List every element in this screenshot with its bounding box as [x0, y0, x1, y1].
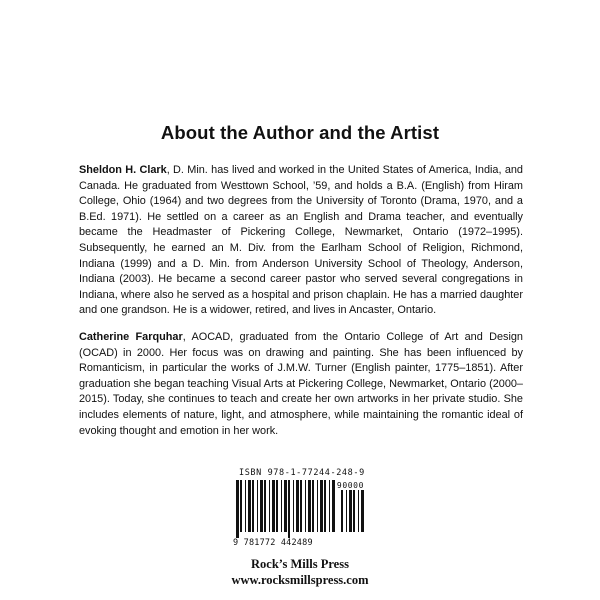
barcode-bar [236, 480, 239, 538]
barcode-bar [346, 490, 347, 532]
barcode-bar [248, 480, 251, 532]
isbn-barcode [233, 468, 368, 554]
barcode-bar [324, 480, 326, 532]
barcode-bar [332, 480, 335, 532]
barcode-bar [293, 480, 294, 532]
barcode-bar [272, 480, 275, 532]
publisher-url: www.rocksmillspress.com [231, 573, 369, 587]
barcode-bar [252, 480, 254, 532]
barcode-bar [257, 480, 258, 532]
barcode-bar [300, 480, 302, 532]
artist-name: Catherine Farquhar [79, 331, 183, 343]
barcode-bar [281, 480, 282, 532]
barcode-bar [296, 480, 299, 532]
barcode-bar [276, 480, 278, 532]
barcode-bar [288, 480, 290, 538]
barcode-bar [317, 480, 318, 532]
barcode-bar [240, 480, 242, 532]
author-name: Sheldon H. Clark [79, 164, 167, 176]
artist-bio-text: , AOCAD, graduated from the Ontario College of Art and Design (OCAD) in 2000. Her focus was on drawing and painting. She has been influenced by Romanticism, in particular the works of J.M.W. Turner (English painter, 1775–1851). After graduation she began teaching Visual Arts at Pickering College, Newmarket, Ontario (2000–2015). Today, she continues to teach and create her own artworks in her private studio. She includes elements of nature, light, and atmosphere, while maintaining the romantic ideal of evoking thought and emotion in her work. [79, 331, 523, 437]
barcode-bar [312, 480, 314, 532]
barcode-bar [284, 480, 287, 532]
price-code: 90000 [336, 481, 364, 490]
artist-bio [79, 330, 523, 439]
barcode-bar [320, 480, 323, 532]
barcode-bar [329, 480, 330, 532]
isbn-label: ISBN 978-1-77244-248-9 [239, 468, 365, 478]
author-bio [79, 163, 523, 319]
barcode-bar [361, 490, 364, 532]
barcode-bar [260, 480, 263, 532]
publisher-name: Rock’s Mills Press [251, 557, 349, 571]
barcode-bar [305, 480, 306, 532]
barcode-digits: 9 781772 442489 [233, 538, 313, 548]
barcode-bar [349, 490, 352, 532]
barcode-addon-bars [341, 490, 366, 538]
barcode-bars [236, 480, 338, 538]
barcode-bar [269, 480, 270, 532]
barcode-bar [245, 480, 246, 532]
barcode-bar [358, 490, 359, 532]
page-title: About the Author and the Artist [160, 122, 440, 143]
author-bio-text: , D. Min. has lived and worked in the United States of America, India, and Canada. He graduated from Westtown School, ’59, and holds a B.A. (English) from Hiram College, Ohio (1964) and two degrees from the University of Toronto (Drama, 1970, and a B.Ed. 1971). He settled on a career as an English and Drama teacher, and eventually became the Headmaster of Pickering College, Newmarket, Ontario (1972–1995). Subsequently, he earned an M. Div. from the Earlham School of Religion, Richmond, Indiana (1999) and a D. Min. from Anderson University School of Theology, Anderson, Indiana (2003). He became a second career pastor who served several congregations in Indiana, where also he served as a hospital and prison chaplain. He has a married daughter and one grandson. He is a widower, retired, and lives in Ancaster, Ontario. [79, 164, 523, 317]
barcode-bar [341, 490, 343, 532]
barcode-bar [264, 480, 266, 532]
barcode-bar [308, 480, 311, 532]
barcode-bar [353, 490, 355, 532]
